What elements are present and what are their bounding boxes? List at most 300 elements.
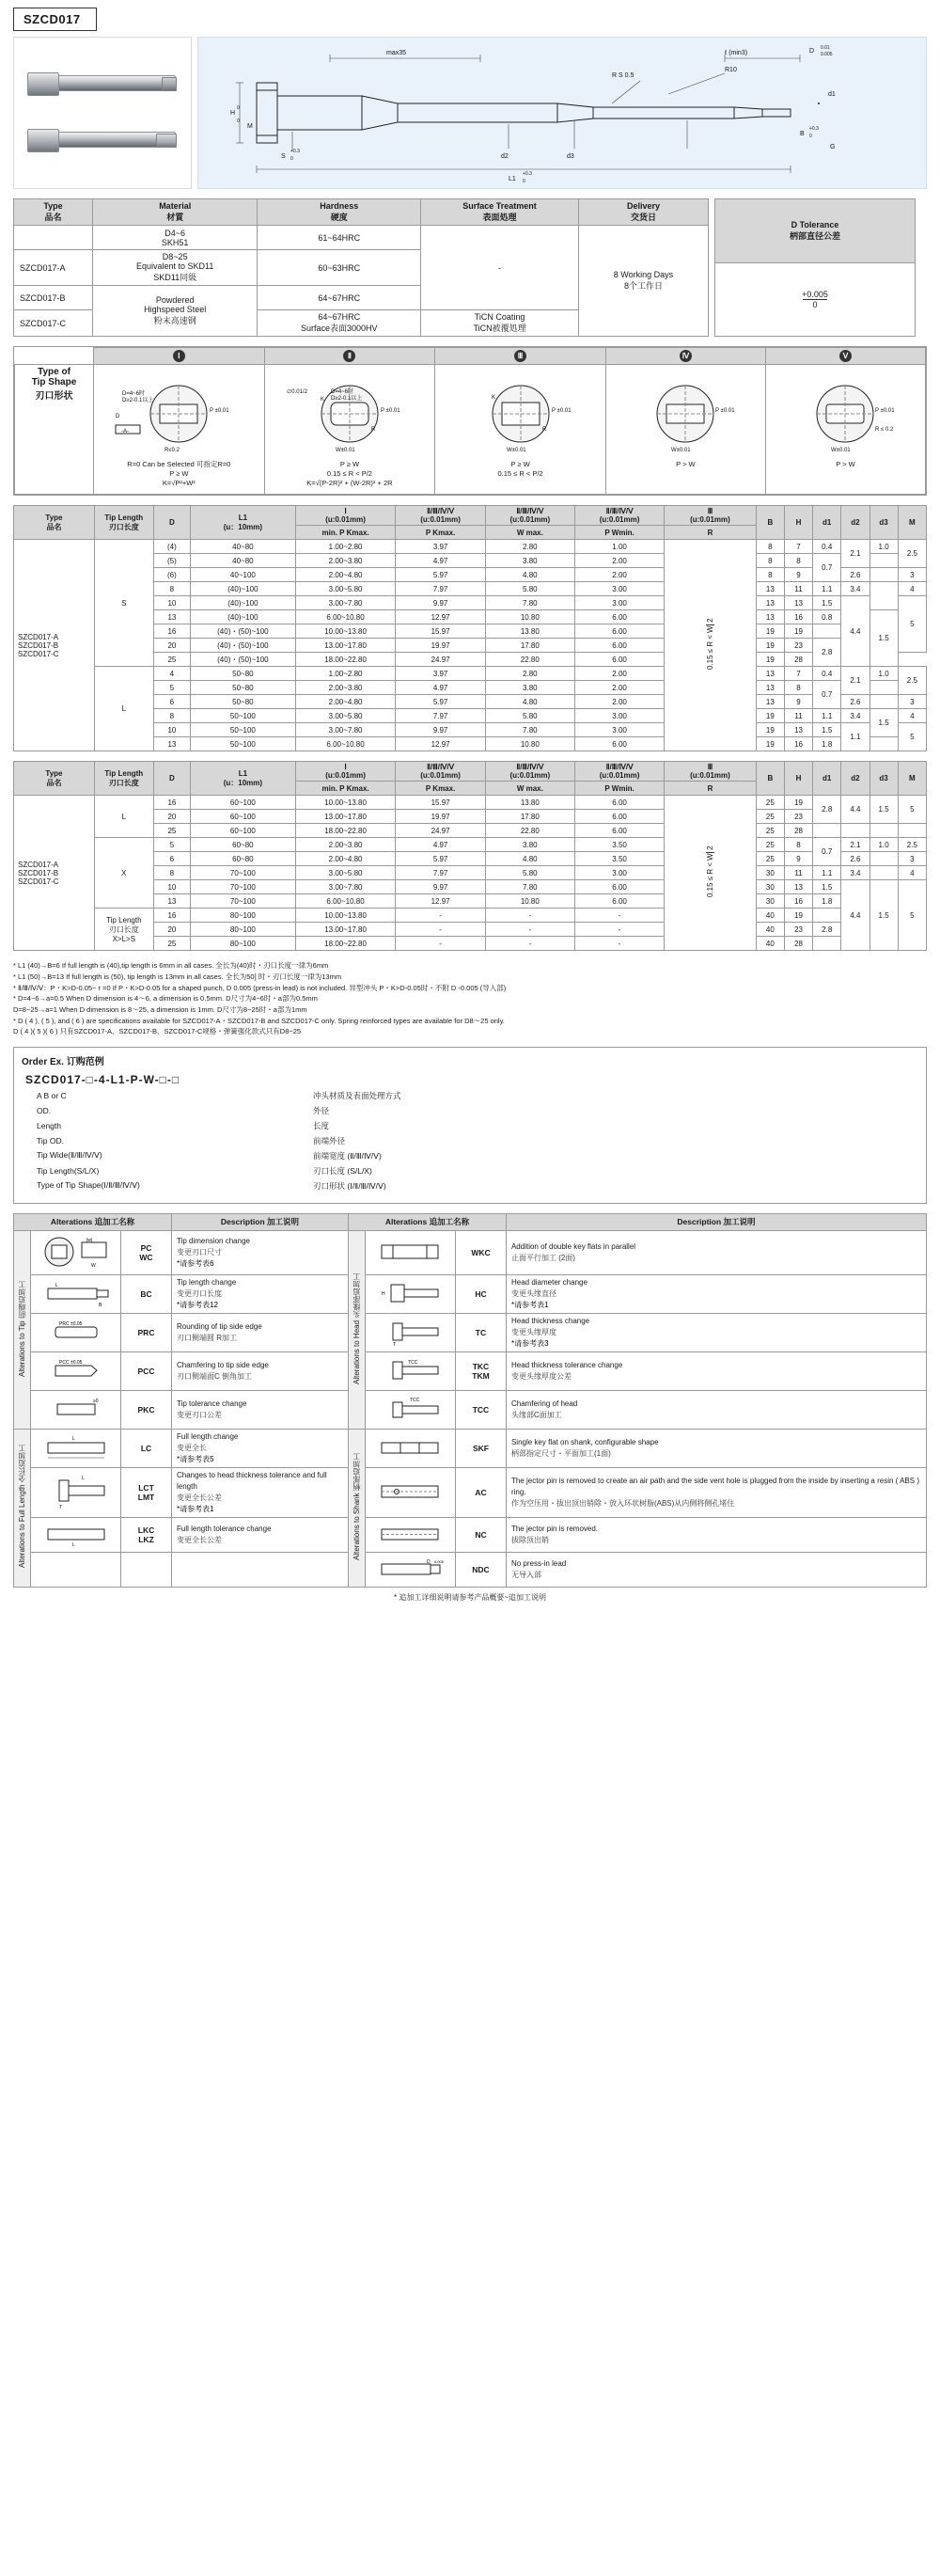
cell-b: 8 xyxy=(756,540,784,554)
cell-d1: 1.1 xyxy=(813,709,841,723)
cell-pw: 6.00 xyxy=(574,639,664,653)
cell-material: D8~25 Equivalent to SKD11 SKD11同級 xyxy=(93,250,258,286)
cell-p: 7.97 xyxy=(396,866,485,880)
cell-l1: 60~80 xyxy=(191,838,296,852)
order-legend-row xyxy=(31,1148,918,1163)
cell-l1: 50~80 xyxy=(191,681,296,695)
col-type: Type 品名 xyxy=(14,199,93,226)
svg-text:R10: R10 xyxy=(725,67,737,73)
footnote: * D ( 4 ), ( 5 ), and ( 6 ) are specifications available for SZCD017-A・SZCD017-B and SZCD017-C only. Spring reinforced types are available for D8～25 only. xyxy=(13,1016,505,1025)
alt-desc-tcc: Chamfering of head 头缘部C面加工 xyxy=(506,1390,926,1429)
cell-d1: 2.8 xyxy=(813,639,841,667)
tip-shape-figure-3: K P ±0.01 W±0.01 R P ≥ W 0.15 ≤ R < P/2 xyxy=(435,365,606,495)
cell-l1: 70~100 xyxy=(191,894,296,909)
svg-text:M: M xyxy=(247,123,253,130)
cell-d3 xyxy=(870,866,898,880)
cell-w: 13.80 xyxy=(485,796,574,810)
alt-code-wkc: WKC xyxy=(455,1230,506,1274)
cell-d1 xyxy=(813,909,841,923)
order-legend-en: OD. xyxy=(37,1105,52,1115)
alt-desc-bc: Tip length change 变更刃口长度 *请参考表12 xyxy=(172,1274,349,1313)
sub-i: min. P Kmax. xyxy=(295,782,396,796)
cell-p: 24.97 xyxy=(396,824,485,838)
cell-d: 25 xyxy=(153,824,190,838)
cell-h: 11 xyxy=(784,709,812,723)
alt-desc-blank xyxy=(172,1552,349,1587)
cell-d1: 1.8 xyxy=(813,737,841,751)
shape-5-svg xyxy=(779,369,911,458)
cell-hardness: 64~67HRC xyxy=(258,286,421,310)
svg-text:0.005: 0.005 xyxy=(434,1558,445,1564)
side-label-full-length: Alterations to Full Length 全长追加工 xyxy=(14,1429,31,1587)
cell-b: 13 xyxy=(756,596,784,610)
sub-i: min. P Kmax. xyxy=(295,526,396,540)
alt-code-lkc: LKC LKZ xyxy=(121,1517,172,1552)
tolerance-table xyxy=(714,198,916,337)
cell-d: 5 xyxy=(153,838,190,852)
alt-code-tc: TC xyxy=(455,1313,506,1351)
cell-m: 3 xyxy=(898,568,926,582)
svg-text:D: D xyxy=(809,48,815,55)
cell-h: 7 xyxy=(784,540,812,554)
sub-pw: P Wmin. xyxy=(574,782,664,796)
cell-b: 25 xyxy=(756,824,784,838)
cell-hardness: 61~64HRC xyxy=(258,226,421,250)
cell-pw: 3.00 xyxy=(574,866,664,880)
col-h: H xyxy=(784,762,812,796)
col-d: D xyxy=(153,762,190,796)
cell-d: 6 xyxy=(153,695,190,709)
cell-i: 2.00~3.80 xyxy=(295,838,396,852)
cell-b: 13 xyxy=(756,667,784,681)
cell-b: 19 xyxy=(756,737,784,751)
cell-pw: 6.00 xyxy=(574,737,664,751)
alt-desc-ndc: No press-in lead 无导入部 xyxy=(506,1552,926,1587)
cell-l1: 50~100 xyxy=(191,709,296,723)
alt-figure-lkc xyxy=(31,1517,121,1552)
cell-tip-length-x: Tip Length 刃口长度 X>L>S xyxy=(94,909,153,951)
sub-r: R xyxy=(665,526,757,540)
cell-d: 13 xyxy=(153,610,190,624)
svg-text:L: L xyxy=(55,1282,58,1288)
cell-d3 xyxy=(870,824,898,838)
svg-text:H: H xyxy=(382,1290,386,1297)
alt-figure-nc xyxy=(365,1517,455,1552)
col-material: Material 材質 xyxy=(93,199,258,226)
sub-r: R xyxy=(665,782,757,796)
cell-h: 28 xyxy=(784,937,812,951)
order-legend-row xyxy=(31,1133,918,1148)
cell-b: 40 xyxy=(756,937,784,951)
shape-2-svg xyxy=(279,369,420,458)
col-d3: d3 xyxy=(870,762,898,796)
cell-w: 22.80 xyxy=(485,824,574,838)
cell-i: 18.00~22.80 xyxy=(295,824,396,838)
cell-b: 30 xyxy=(756,866,784,880)
alt-desc-nc: The jector pin is removed. 拔除顶出销 xyxy=(506,1517,926,1552)
side-label-shank: Alterations to Shank 柄部追加工 xyxy=(348,1429,365,1587)
cell-d: 8 xyxy=(153,866,190,880)
order-legend-cn: 冲头材质及表面处理方式 xyxy=(313,1090,401,1100)
col-ii-p: Ⅱ/Ⅲ/Ⅳ/Ⅴ (u:0.01mm) xyxy=(396,762,485,782)
order-legend-cn: 前端外径 xyxy=(313,1135,346,1146)
cell-d1: 2.8 xyxy=(813,796,841,824)
cell-b: 25 xyxy=(756,852,784,866)
col-b: B xyxy=(756,762,784,796)
order-legend-cn: 刃口形状 (Ⅰ/Ⅱ/Ⅲ/Ⅳ/Ⅴ) xyxy=(313,1180,386,1191)
cell-p: - xyxy=(396,909,485,923)
cell-p: 7.97 xyxy=(396,709,485,723)
col-d2: d2 xyxy=(841,762,870,796)
cell-group-s: S xyxy=(94,540,153,667)
tip-shape-section xyxy=(13,346,927,496)
cell-m xyxy=(898,824,926,838)
cell-m: 2.5 xyxy=(898,838,926,852)
cell-w: - xyxy=(485,909,574,923)
table-row xyxy=(14,1313,927,1351)
cell-w: - xyxy=(485,923,574,937)
cell-p: 4.97 xyxy=(396,681,485,695)
cell-d2: 3.4 xyxy=(841,709,870,723)
cell-p: 12.97 xyxy=(396,737,485,751)
cell-m: 4 xyxy=(898,582,926,596)
cell-l1: 40~100 xyxy=(191,568,296,582)
alt-figure-ac xyxy=(365,1467,455,1517)
table-row xyxy=(14,1552,927,1587)
svg-text:H: H xyxy=(230,110,236,117)
svg-text:+0.3: +0.3 xyxy=(809,126,819,132)
svg-text:D=4~6时: D=4~6时 xyxy=(330,389,353,395)
svg-text:0: 0 xyxy=(237,105,240,111)
cell-m: 3 xyxy=(898,852,926,866)
cell-d: 8 xyxy=(153,709,190,723)
svg-text:d1: d1 xyxy=(828,91,836,98)
order-legend-en: A B or C xyxy=(37,1090,67,1100)
alt-desc-lct: Changes to head thickness tolerance and full length 变更全长公差 *请参考表1 xyxy=(172,1467,349,1517)
cell-l1: 50~80 xyxy=(191,667,296,681)
alt-code-prc: PRC xyxy=(121,1313,172,1351)
cell-b: 19 xyxy=(756,723,784,737)
col-l1: L1 (u：10mm) xyxy=(191,506,296,540)
table-row xyxy=(14,1351,927,1390)
cell-pw: 1.00 xyxy=(574,540,664,554)
alt-figure-pkc xyxy=(31,1390,121,1429)
cell-p: 3.97 xyxy=(396,667,485,681)
cell-type: SZCD017-C xyxy=(14,310,93,337)
svg-text:W: W xyxy=(90,1262,96,1269)
cell-w: 10.80 xyxy=(485,737,574,751)
cell-d2: 2.1 xyxy=(841,540,870,568)
cell-p: 5.97 xyxy=(396,695,485,709)
cell-h: 16 xyxy=(784,737,812,751)
svg-text:0: 0 xyxy=(237,119,240,124)
cell-d1 xyxy=(813,824,841,838)
cell-p: - xyxy=(396,937,485,951)
order-example-section xyxy=(13,1047,927,1204)
svg-text:P ±0.01: P ±0.01 xyxy=(551,408,572,414)
footnote: * Ⅱ/Ⅲ/Ⅳ/Ⅴ：P・K>D-0.05~ r =0 If P・K>D-0.05 for a shaped punch, D 0.005 (press-in lead) is not included. 异型冲头 P・K>D-0.05时・不附 D -0.005 (导入部) xyxy=(13,983,507,992)
order-legend-en: Tip OD. xyxy=(37,1135,64,1146)
cell-pw: 3.50 xyxy=(574,852,664,866)
punch-head xyxy=(27,72,59,96)
cell-d1: 0.7 xyxy=(813,838,841,866)
svg-text:L1: L1 xyxy=(509,176,516,182)
cell-w: 10.80 xyxy=(485,610,574,624)
alt-figure-skf xyxy=(365,1429,455,1467)
product-photo xyxy=(13,37,192,189)
cell-w: 7.80 xyxy=(485,723,574,737)
svg-text:T: T xyxy=(58,1504,62,1510)
cell-i: 2.00~4.80 xyxy=(295,695,396,709)
cell-b: 13 xyxy=(756,610,784,624)
svg-text:-A-: -A- xyxy=(121,429,130,435)
cell-m: 4 xyxy=(898,709,926,723)
cell-l1: (40)~100 xyxy=(191,596,296,610)
cell-i: 3.00~7.80 xyxy=(295,596,396,610)
order-example-title: Order Ex. 订购范例 xyxy=(22,1056,104,1067)
cell-pw: 6.00 xyxy=(574,880,664,894)
svg-text:R ≤ 0.2: R ≤ 0.2 xyxy=(875,427,894,433)
cell-d1: 1.5 xyxy=(813,596,841,610)
svg-text:B: B xyxy=(800,131,805,137)
alt-code-pcc: PCC xyxy=(121,1351,172,1390)
sub-p: P Kmax. xyxy=(396,782,485,796)
alt-desc-prc: Rounding of tip side edge 刃口侧端圆 R加工 xyxy=(172,1313,349,1351)
cell-h: 23 xyxy=(784,923,812,937)
cell-types: SZCD017-A SZCD017-B SZCD017-C xyxy=(14,796,95,951)
order-legend-row xyxy=(31,1163,918,1178)
footnote: * L1 (50)→B=13 If full length is (50), tip length is 13mm in all cases. 全长为50] 时・刃口长度一律为13mm xyxy=(13,972,342,981)
tip-shape-body-row xyxy=(15,365,926,495)
col-tip-length: Tip Length 刃口长度 xyxy=(94,506,153,540)
col-delivery: Delivery 交货日 xyxy=(578,199,708,226)
cell-pw: - xyxy=(574,923,664,937)
col-d3: d3 xyxy=(870,506,898,540)
order-legend-en: Tip Wide(Ⅱ/Ⅲ/Ⅳ/Ⅴ) xyxy=(37,1150,102,1161)
svg-text:D=4~6时: D=4~6时 xyxy=(122,391,146,397)
order-legend-en: Length xyxy=(37,1120,61,1130)
dimension-table-2 xyxy=(13,761,927,951)
tcc-figure-svg xyxy=(368,1393,451,1425)
punch-photo-1 xyxy=(27,75,176,91)
alterations-table xyxy=(13,1213,927,1588)
alterations-footer-note: * 追加工详细说明请参考产品概要~追加工说明 xyxy=(393,1592,546,1602)
svg-text:W±0.01: W±0.01 xyxy=(671,448,692,453)
footnotes xyxy=(13,960,927,1036)
table-header-row xyxy=(14,1213,927,1230)
order-legend xyxy=(31,1088,918,1193)
tip-shape-col-1: Ⅰ xyxy=(94,348,265,365)
alt-figure-lc xyxy=(31,1429,121,1467)
tip-shape-figure-1: D=4~6时 D≥2-0.1以上 P ±0.01 R≤0.2 D -A- R=0 Can be Selected 可指定R=0 P ≥ W K=√P²+W² xyxy=(94,365,265,495)
cell-pw: 6.00 xyxy=(574,810,664,824)
cell-w: 5.80 xyxy=(485,866,574,880)
svg-text:P ±0.01: P ±0.01 xyxy=(380,408,400,414)
table-row xyxy=(14,1230,927,1274)
cell-pw: 2.00 xyxy=(574,695,664,709)
table-row xyxy=(715,263,916,337)
tip-shape-corner xyxy=(15,348,94,365)
tip-shape-header-row xyxy=(15,348,926,365)
cell-b: 8 xyxy=(756,554,784,568)
footnote: D=8~25→a=1 When D dimension is 8～25, a dimension is 1mm. D尺寸为8~25时・a部为1mm xyxy=(13,1004,307,1014)
cell-pw: 6.00 xyxy=(574,624,664,639)
table-row xyxy=(14,796,927,810)
cell-p: 5.97 xyxy=(396,852,485,866)
cell-d: 6 xyxy=(153,852,190,866)
cell-group-x: X xyxy=(94,838,153,909)
cell-p: 3.97 xyxy=(396,540,485,554)
cell-pw: 2.00 xyxy=(574,568,664,582)
tip-shape-figure-2: ∅0.01/2 D=4~6时 D≥2-0.1以上 P ±0.01 K W±0.01 R P ≥ W 0.15 ≤ R < P/2 K=√(P-2R)² + (W-2R)² + 2R xyxy=(264,365,435,495)
svg-text:K: K xyxy=(320,397,324,403)
cell-l1: 60~100 xyxy=(191,796,296,810)
svg-text:0.005: 0.005 xyxy=(821,52,833,57)
tip-shape-row-label: Type of Tip Shape 刃口形状 xyxy=(15,365,94,495)
alt-desc-wkc: Addition of double key flats in parallel 止面平行加工 (2面) xyxy=(506,1230,926,1274)
cell-d3: 1.5 xyxy=(870,610,898,667)
alt-desc-hc: Head diameter change 变更头缘直径 *请参考表1 xyxy=(506,1274,926,1313)
cell-p: 9.97 xyxy=(396,596,485,610)
cell-d2: 4.4 xyxy=(841,596,870,667)
cell-h: 8 xyxy=(784,681,812,695)
cell-d: 5 xyxy=(153,681,190,695)
table-row xyxy=(14,909,927,923)
cell-d2: 4.4 xyxy=(841,796,870,824)
cell-i: 3.00~7.80 xyxy=(295,880,396,894)
cell-d1: 1.1 xyxy=(813,866,841,880)
svg-text:|w|: |w| xyxy=(86,1237,92,1243)
col-iii-r: Ⅲ (u:0.01mm) xyxy=(665,762,757,782)
alt-figure-tkc xyxy=(365,1351,455,1390)
cell-d3: 1.0 xyxy=(870,540,898,554)
cell-b: 19 xyxy=(756,653,784,667)
svg-text:W±0.01: W±0.01 xyxy=(335,448,355,453)
cell-d1: 0.8 xyxy=(813,610,841,624)
cell-b: 19 xyxy=(756,639,784,653)
alt-code-nc: NC xyxy=(455,1517,506,1552)
cell-w: 2.80 xyxy=(485,540,574,554)
cell-w: 4.80 xyxy=(485,852,574,866)
cell-m: 5 xyxy=(898,596,926,653)
col-alterations-right: Alterations 追加工名称 xyxy=(348,1213,506,1230)
svg-text:+0.3: +0.3 xyxy=(523,171,532,177)
page-title: SZCD017 xyxy=(13,8,97,31)
col-ii-pw: Ⅱ/Ⅲ/Ⅳ/Ⅴ (u:0.01mm) xyxy=(574,762,664,782)
cell-w: 22.80 xyxy=(485,653,574,667)
hc-figure-svg xyxy=(368,1277,451,1309)
cell-i: 13.00~17.80 xyxy=(295,810,396,824)
cell-l1: 50~100 xyxy=(191,723,296,737)
svg-text:TCC: TCC xyxy=(408,1359,418,1366)
cell-pw: 3.50 xyxy=(574,838,664,852)
cell-surface: - xyxy=(421,226,579,310)
alt-code-bc: BC xyxy=(121,1274,172,1313)
cell-m: 5 xyxy=(898,880,926,951)
cell-type: SZCD017-A xyxy=(14,250,93,286)
alt-code-pc: PC WC xyxy=(121,1230,172,1274)
col-hardness: Hardness 硬度 xyxy=(258,199,421,226)
col-d1: d1 xyxy=(813,506,841,540)
cell-d3 xyxy=(870,737,898,751)
cell-group-l: L xyxy=(94,667,153,751)
cell-d2: 2.6 xyxy=(841,695,870,709)
cell-d: (5) xyxy=(153,554,190,568)
col-ii-pw: Ⅱ/Ⅲ/Ⅳ/Ⅴ (u:0.01mm) xyxy=(574,506,664,526)
cell-w: 4.80 xyxy=(485,695,574,709)
cell-p: 5.97 xyxy=(396,568,485,582)
svg-text:TCC: TCC xyxy=(410,1397,420,1403)
svg-text:D: D xyxy=(116,414,120,419)
svg-text:B: B xyxy=(98,1302,102,1308)
svg-text:L: L xyxy=(81,1475,85,1481)
cell-i: 2.00~3.80 xyxy=(295,554,396,568)
cell-pw: 3.00 xyxy=(574,596,664,610)
cell-r-formula: 0.15 ≤ R < W 2 xyxy=(665,540,757,751)
cell-w: 13.80 xyxy=(485,624,574,639)
col-description-right: Description 加工说明 xyxy=(506,1213,926,1230)
punch-head xyxy=(27,129,59,152)
alt-figure-ndc xyxy=(365,1552,455,1587)
svg-text:L: L xyxy=(71,1435,75,1442)
col-i: Ⅰ (u:0.01mm) xyxy=(295,762,396,782)
alt-figure-tc xyxy=(365,1313,455,1351)
alt-desc-ac: The jector pin is removed to create an air path and the side vent hole is plugged from the inside by inserting a resin ( ABS ) ring. 作为空压用・拔出顶出销除・放入环状树脂(ABS)从内侧将侧孔堵住 xyxy=(506,1467,926,1517)
footnote: * D=4~6→a=0.5 When D dimension is 4～6, a dimension is 0.5mm. D尺寸为4~6时・a部为0.5mm xyxy=(13,994,318,1004)
col-ii-w: Ⅱ/Ⅲ/Ⅳ/Ⅴ (u:0.01mm) xyxy=(485,506,574,526)
cell-m: 3 xyxy=(898,695,926,709)
cell-tolerance-value: +0.005 0 xyxy=(715,263,916,337)
cell-h: 8 xyxy=(784,838,812,852)
cell-m: 2.5 xyxy=(898,540,926,568)
cell-w: 17.80 xyxy=(485,810,574,824)
svg-text:0: 0 xyxy=(290,156,293,162)
cell-pw: 2.00 xyxy=(574,554,664,568)
cell-p: 9.97 xyxy=(396,880,485,894)
svg-text:0.01: 0.01 xyxy=(821,45,830,51)
svg-text:P ±0.01: P ±0.01 xyxy=(715,408,735,414)
cell-p: 7.97 xyxy=(396,582,485,596)
alt-desc-lkc: Full length tolerance change 变更全长公差 xyxy=(172,1517,349,1552)
cell-i: 10.00~13.80 xyxy=(295,624,396,639)
cell-d1: 0.7 xyxy=(813,554,841,582)
cell-b: 25 xyxy=(756,838,784,852)
cell-h: 8 xyxy=(784,554,812,568)
cell-pw: 6.00 xyxy=(574,796,664,810)
cell-pw: 3.00 xyxy=(574,709,664,723)
bc-figure-svg xyxy=(35,1277,118,1309)
svg-text:R≤0.2: R≤0.2 xyxy=(164,448,180,453)
pc-figure-svg xyxy=(35,1233,118,1271)
cell-h: 9 xyxy=(784,695,812,709)
cell-w: 5.80 xyxy=(485,709,574,723)
cell-i: 2.00~4.80 xyxy=(295,568,396,582)
footnote: D ( 4 )( 5 )( 6 ) 只有SZCD017-A、SZCD017-B、SZCD017-C规格・弹簧强化款式只有D8~25 xyxy=(13,1027,302,1036)
cell-pw: 2.00 xyxy=(574,667,664,681)
cell-w: 4.80 xyxy=(485,568,574,582)
cell-pw: - xyxy=(574,937,664,951)
side-label-tip: Alterations to Tip 前端追加工 xyxy=(14,1230,31,1429)
cell-m: 2.5 xyxy=(898,667,926,695)
nc-figure-svg xyxy=(368,1520,451,1548)
punch-tip xyxy=(156,134,177,148)
order-legend-row xyxy=(31,1103,918,1118)
cell-d: (4) xyxy=(153,540,190,554)
svg-text:T: T xyxy=(393,1341,397,1348)
cell-d: 10 xyxy=(153,596,190,610)
order-code: SZCD017-□-4-L1-P-W-□-□ xyxy=(25,1072,180,1086)
cell-d2: 2.1 xyxy=(841,667,870,695)
